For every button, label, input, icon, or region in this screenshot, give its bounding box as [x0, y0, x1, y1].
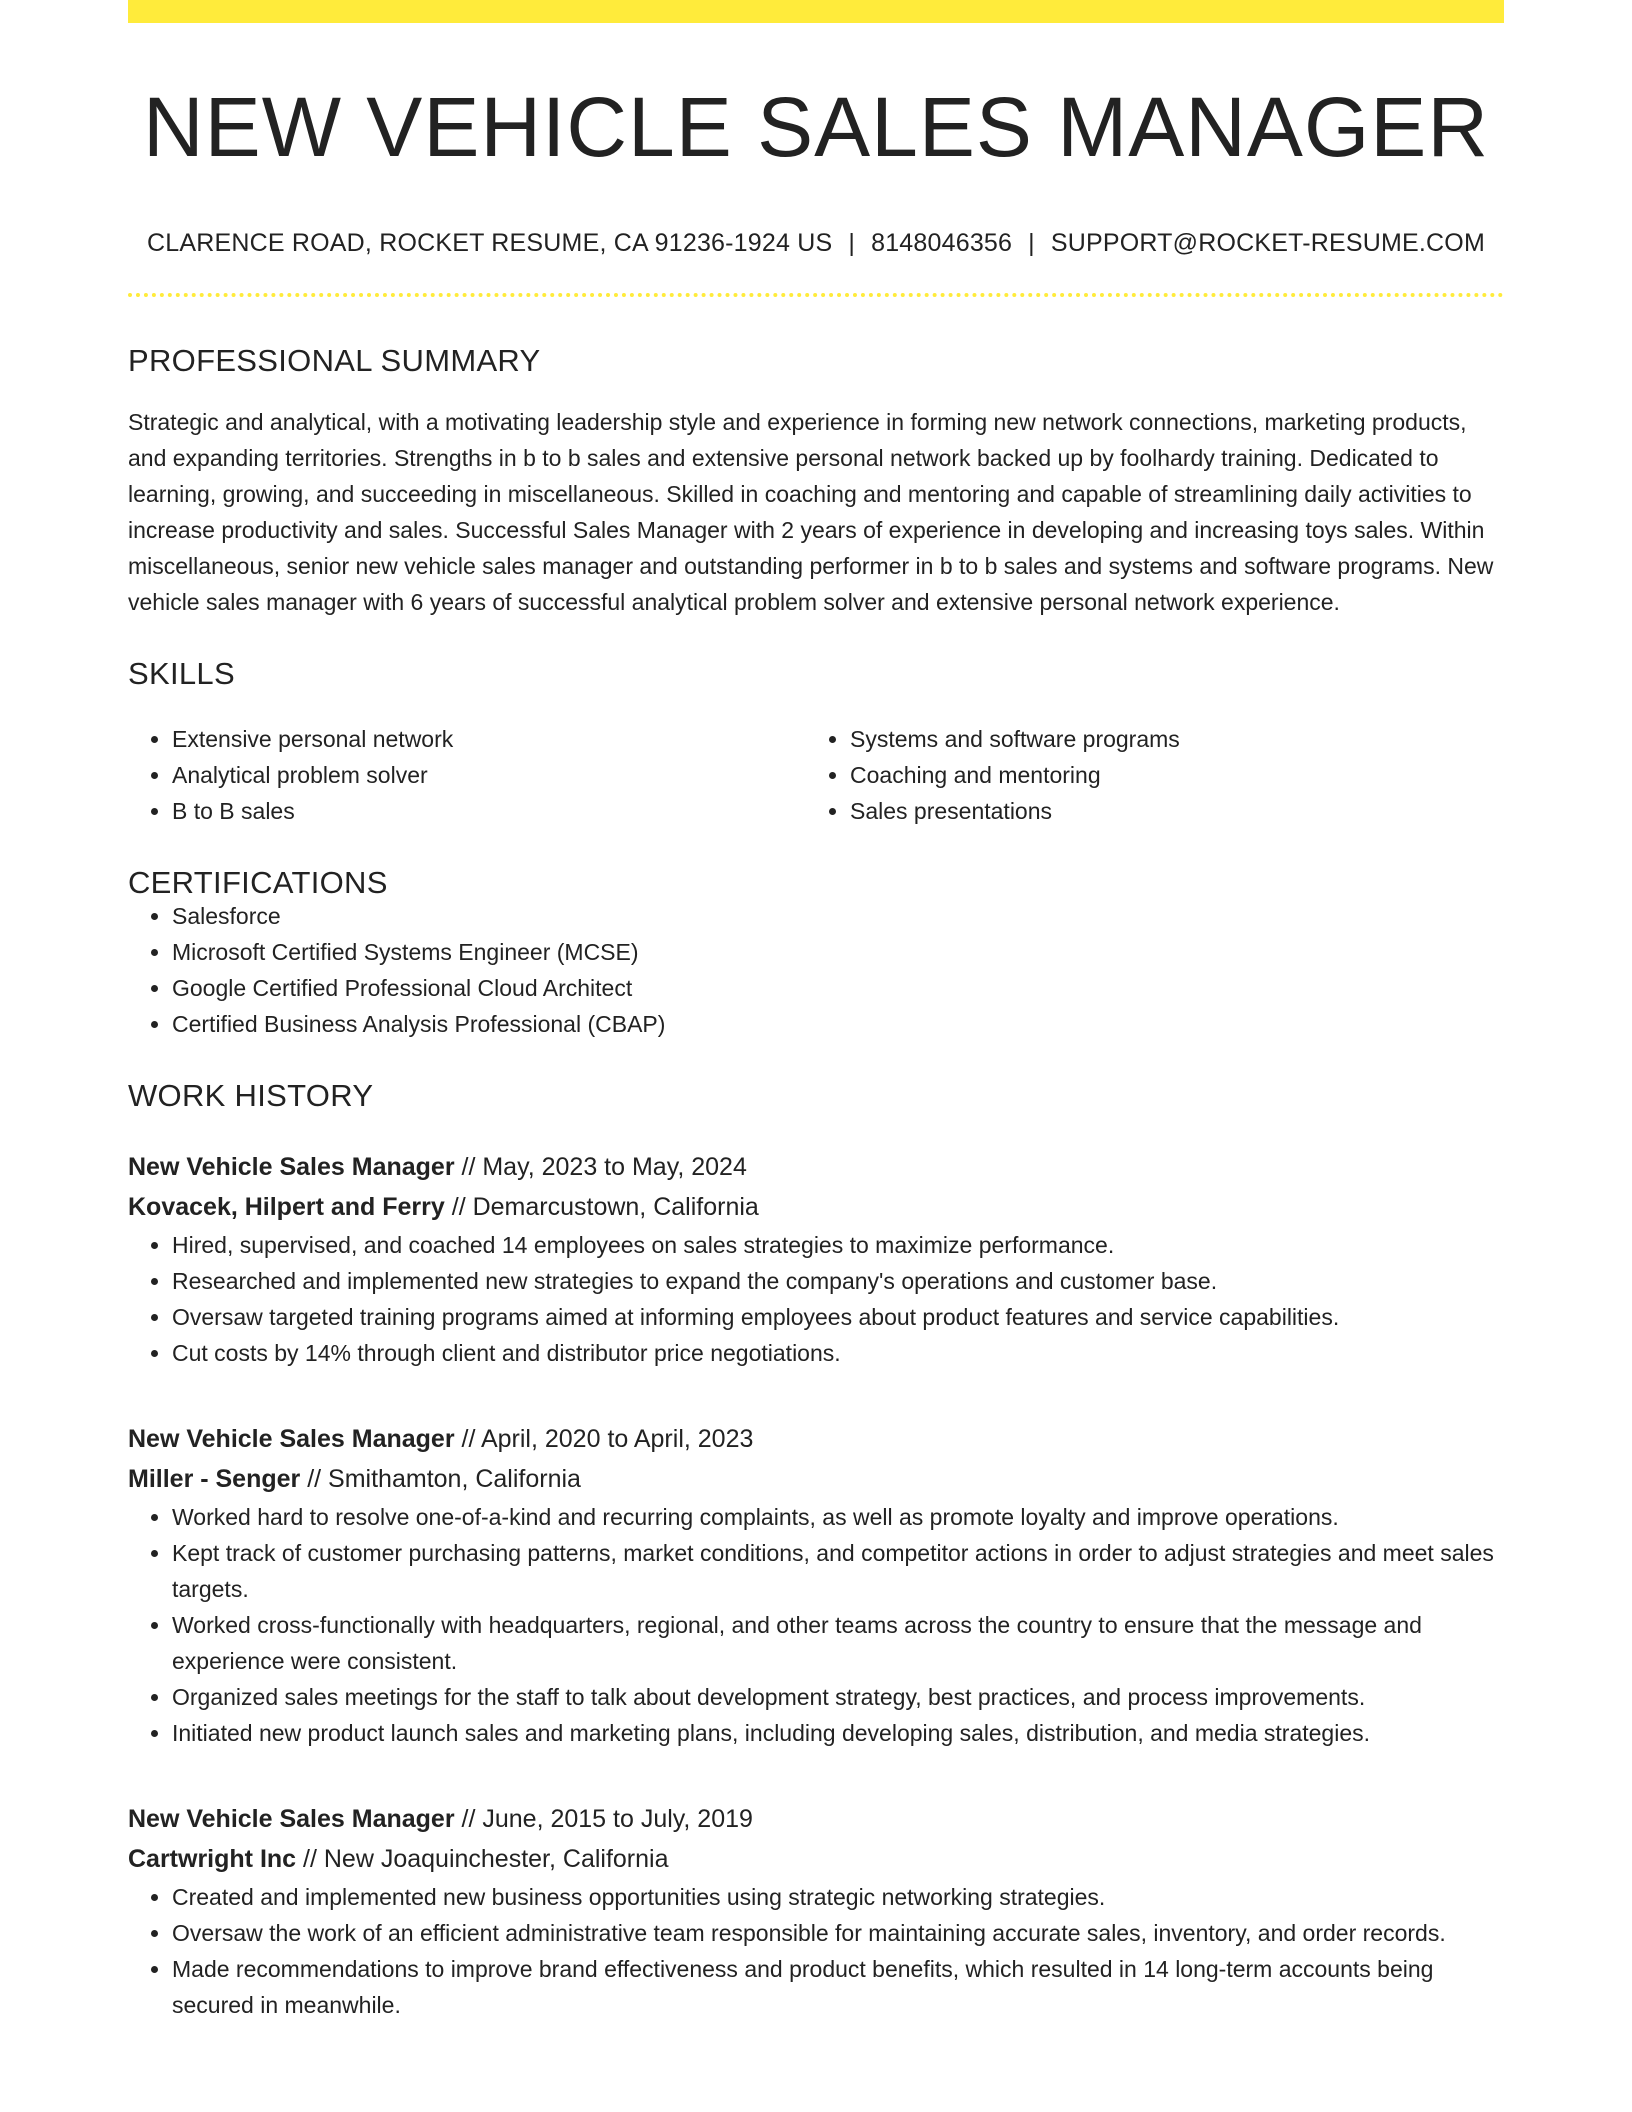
job-bullet: • Initiated new product launch sales and marketing plans, including developing sales, distribution, and media strategies. — [172, 1715, 1504, 1751]
contact-line — [128, 231, 1504, 256]
contact-separator: | — [1028, 229, 1035, 257]
certifications-list — [128, 898, 1504, 1042]
skills-columns — [128, 721, 1504, 829]
skills-column-right — [806, 721, 1484, 829]
accent-top-bar — [128, 0, 1504, 23]
skills-column-left — [128, 721, 806, 829]
job-role: New Vehicle Sales Manager — [128, 1153, 455, 1181]
job-location: // Smithamton, California — [307, 1465, 581, 1493]
job-bullet: • Oversaw the work of an efficient administrative team responsible for maintaining accurate sales, inventory, and order records. — [172, 1915, 1504, 1951]
job-entry — [128, 1799, 1504, 2023]
job-bullets — [128, 1499, 1504, 1751]
job-bullet: • Organized sales meetings for the staff to talk about development strategy, best practices, and process improvements. — [172, 1679, 1504, 1715]
skill-item: • B to B sales — [172, 793, 806, 829]
job-bullet: • Hired, supervised, and coached 14 employees on sales strategies to maximize performance. — [172, 1227, 1504, 1263]
job-bullets — [128, 1227, 1504, 1371]
skill-item: • Systems and software programs — [850, 721, 1484, 757]
certifications-heading: CERTIFICATIONS — [128, 865, 388, 900]
job-bullets — [128, 1879, 1504, 2023]
job-role: New Vehicle Sales Manager — [128, 1425, 455, 1453]
contact-address: CLARENCE ROAD, ROCKET RESUME, CA 91236-1924 US — [147, 229, 833, 257]
job-bullet: • Made recommendations to improve brand effectiveness and product benefits, which resulted in 14 long-term accounts being secured in meanwhile. — [172, 1951, 1504, 2023]
job-dates: // June, 2015 to July, 2019 — [461, 1805, 753, 1833]
job-bullet: • Worked hard to resolve one-of-a-kind and recurring complaints, as well as promote loyalty and improve operations. — [172, 1499, 1504, 1535]
job-role-line — [128, 1147, 1504, 1187]
job-bullet: • Created and implemented new business opportunities using strategic networking strategies. — [172, 1879, 1504, 1915]
job-company: Kovacek, Hilpert and Ferry — [128, 1193, 445, 1221]
resume-page — [128, 0, 1504, 2023]
contact-separator: | — [848, 229, 856, 257]
job-company: Miller - Senger — [128, 1465, 301, 1493]
job-dates: // May, 2023 to May, 2024 — [461, 1153, 747, 1181]
skill-item: • Extensive personal network — [172, 721, 806, 757]
job-company-line — [128, 1839, 1504, 1879]
contact-email[interactable]: SUPPORT@ROCKET-RESUME.COM — [1050, 229, 1485, 257]
work-history-heading: WORK HISTORY — [128, 1078, 374, 1113]
job-bullet: • Researched and implemented new strategies to expand the company's operations and customer base. — [172, 1263, 1504, 1299]
resume-title: NEW VEHICLE SALES MANAGER — [143, 80, 1489, 174]
certification-item: • Certified Business Analysis Professional (CBAP) — [172, 1006, 1504, 1042]
certification-item: • Salesforce — [172, 898, 1504, 934]
job-role: New Vehicle Sales Manager — [128, 1805, 455, 1833]
job-company: Cartwright Inc — [128, 1845, 297, 1873]
job-location: // Demarcustown, California — [451, 1193, 759, 1221]
skill-item: • Analytical problem solver — [172, 757, 806, 793]
summary-text: Strategic and analytical, with a motivating leadership style and experience in forming new network connections, marketing products, and expanding territories. Strengths in b to b sales and extensive personal network backed up by foolhardy training. Dedicated to learning, growing, and succeeding in miscellaneous. Skilled in coaching and mentoring and capable of streamlining daily activities to increase productivity and sales. Successful Sales Manager with 2 years of experience in developing and increasing toys sales. Within miscellaneous, senior new vehicle sales manager and outstanding performer in b to b sales and systems and software programs. New vehicle sales manager with 6 years of successful analytical problem solver and extensive personal network experience. — [128, 409, 1494, 615]
job-entry — [128, 1147, 1504, 1371]
certification-item: • Google Certified Professional Cloud Architect — [172, 970, 1504, 1006]
contact-phone[interactable]: 8148046356 — [871, 229, 1013, 257]
job-bullet: • Kept track of customer purchasing patterns, market conditions, and competitor actions in order to adjust strategies and meet sales targets. — [172, 1535, 1504, 1607]
skills-list-left — [128, 721, 806, 829]
job-bullet: • Worked cross-functionally with headquarters, regional, and other teams across the country to ensure that the message and experience were consistent. — [172, 1607, 1504, 1679]
skill-item: • Sales presentations — [850, 793, 1484, 829]
job-role-line — [128, 1799, 1504, 1839]
job-bullet: • Cut costs by 14% through client and distributor price negotiations. — [172, 1335, 1504, 1371]
job-company-line — [128, 1459, 1504, 1499]
skills-list-right — [806, 721, 1484, 829]
job-bullet: • Oversaw targeted training programs aimed at informing employees about product features and service capabilities. — [172, 1299, 1504, 1335]
summary-heading: PROFESSIONAL SUMMARY — [128, 343, 541, 378]
skills-heading: SKILLS — [128, 656, 235, 691]
certification-item: • Microsoft Certified Systems Engineer (MCSE) — [172, 934, 1504, 970]
job-location: // New Joaquinchester, California — [303, 1845, 669, 1873]
job-entry — [128, 1419, 1504, 1751]
skill-item: • Coaching and mentoring — [850, 757, 1484, 793]
job-company-line — [128, 1187, 1504, 1227]
job-role-line — [128, 1419, 1504, 1459]
dotted-divider — [128, 293, 1504, 297]
job-dates: // April, 2020 to April, 2023 — [461, 1425, 754, 1453]
